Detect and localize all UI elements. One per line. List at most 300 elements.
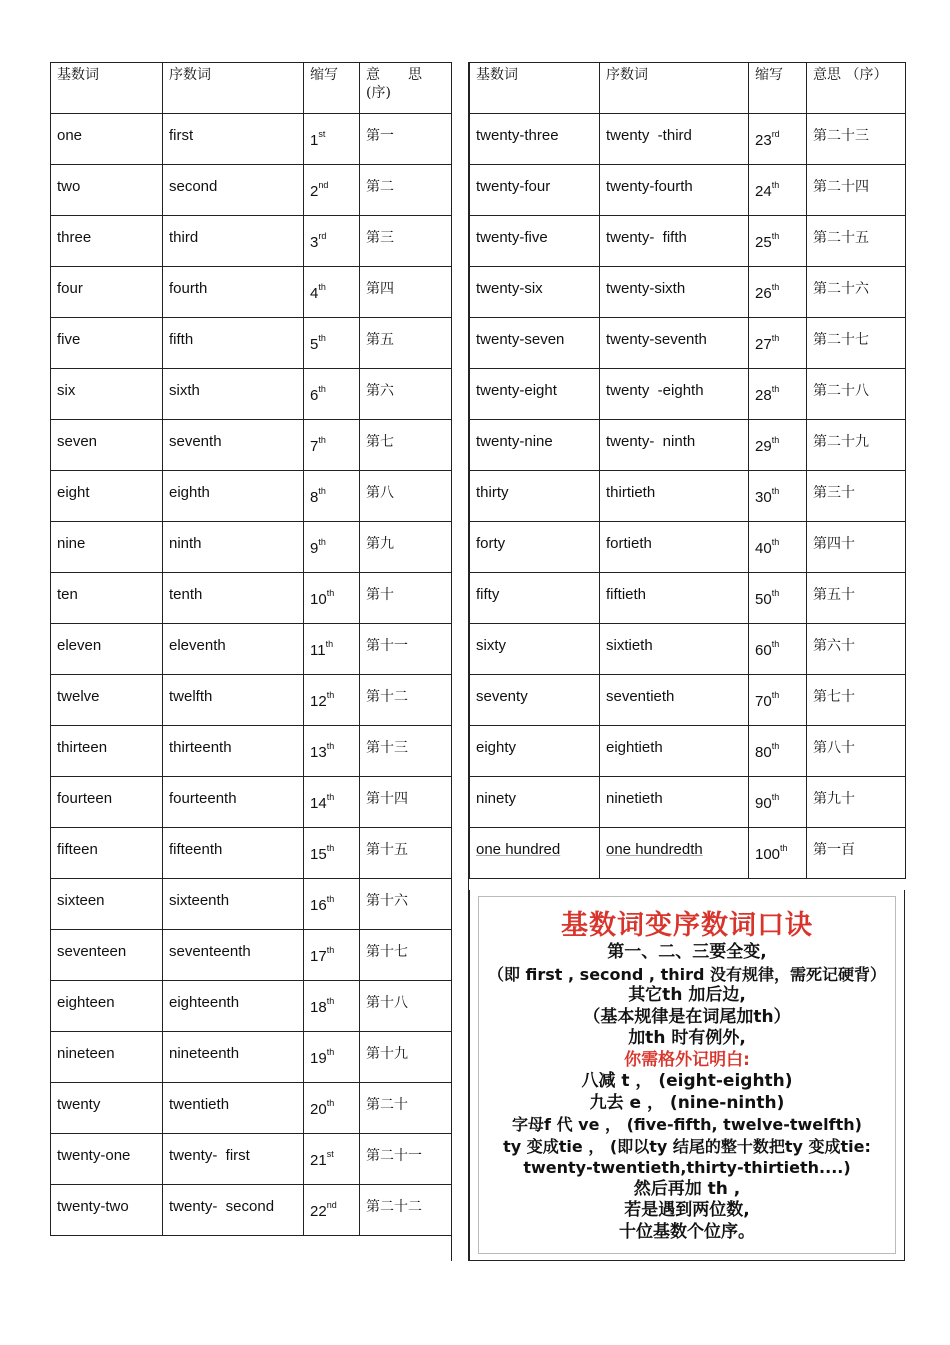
abbr-number: 5: [310, 336, 319, 353]
ordinal-text: sixteenth: [169, 892, 230, 909]
cardinal-text: five: [57, 331, 81, 348]
abbr-text: [749, 573, 806, 609]
left-header-row: [51, 63, 452, 114]
cardinal-text: ten: [57, 586, 78, 603]
meaning-cell: [807, 369, 906, 420]
abbr-text: [304, 369, 359, 405]
cardinal-cell: [51, 777, 163, 828]
abbr-text: [304, 777, 359, 813]
abbr-number: 21: [310, 1152, 327, 1169]
abbr-number: 22: [310, 1203, 327, 1220]
meaning-cell: [360, 726, 452, 777]
abbr-cell: [304, 828, 360, 879]
table-row: [51, 828, 452, 879]
abbr-cell: [304, 216, 360, 267]
meaning-text: 第十二: [366, 689, 408, 705]
ordinal-text: twenty- second: [169, 1198, 275, 1215]
ordinal-cell: [163, 1185, 304, 1236]
abbr-number: 27: [755, 336, 772, 353]
abbr-number: 2: [310, 183, 319, 200]
abbr-cell: [304, 777, 360, 828]
meaning-text: 第二: [366, 179, 394, 195]
ordinal-text: twenty- ninth: [606, 433, 696, 450]
left-table: [50, 62, 452, 1236]
abbr-suffix: nd: [326, 1200, 337, 1210]
header-meaning: 意 思(序): [360, 63, 452, 114]
header-ordinal: 序数词: [600, 63, 749, 114]
meaning-cell: [807, 726, 906, 777]
abbr-text: [304, 471, 359, 507]
meaning-text: 第十七: [366, 944, 408, 960]
mnemonic-line: 十位基数个位序。: [619, 1221, 755, 1242]
abbr-cell: [304, 420, 360, 471]
meaning-text: 第十八: [366, 995, 408, 1011]
cardinal-cell: [470, 777, 600, 828]
cardinal-cell: [51, 675, 163, 726]
ordinal-cell: [163, 573, 304, 624]
table-row: [470, 573, 906, 624]
abbr-suffix: th: [326, 996, 335, 1006]
abbr-number: 16: [310, 897, 327, 914]
meaning-cell: [807, 216, 906, 267]
abbr-suffix: th: [326, 894, 335, 904]
cardinal-text: one hundred: [476, 841, 561, 858]
cardinal-text: thirty: [476, 484, 509, 501]
meaning-text: 第二十: [366, 1097, 408, 1113]
abbr-suffix: th: [326, 588, 335, 598]
abbr-cell: [749, 165, 807, 216]
cardinal-cell: [470, 165, 600, 216]
abbr-text: [304, 675, 359, 711]
abbr-cell: [304, 1185, 360, 1236]
ordinal-cell: [600, 828, 749, 879]
header-cardinal: 基数词: [470, 63, 600, 114]
meaning-text: 第八十: [813, 740, 855, 756]
ordinal-cell: [163, 1032, 304, 1083]
abbr-cell: [304, 930, 360, 981]
abbr-text: [749, 522, 806, 558]
ordinal-text: eightieth: [606, 739, 663, 756]
cardinal-cell: [470, 675, 600, 726]
abbr-text: [304, 624, 359, 660]
meaning-text: 第二十六: [813, 281, 869, 297]
meaning-text: 第二十一: [366, 1148, 422, 1164]
abbr-text: [749, 267, 806, 303]
abbr-suffix: th: [325, 639, 334, 649]
meaning-text: 第九: [366, 536, 394, 552]
table-row: [470, 267, 906, 318]
abbr-text: [749, 675, 806, 711]
ordinal-cell: [600, 420, 749, 471]
abbr-number: 25: [755, 234, 772, 251]
table-row: [51, 1134, 452, 1185]
cardinal-cell: [51, 420, 163, 471]
ordinal-text: twenty-seventh: [606, 331, 707, 348]
cardinal-cell: [470, 267, 600, 318]
abbr-suffix: th: [326, 843, 335, 853]
abbr-suffix: th: [326, 1047, 335, 1057]
cardinal-cell: [51, 1032, 163, 1083]
abbr-text: [304, 420, 359, 456]
abbr-suffix: th: [326, 945, 335, 955]
cardinal-text: twenty-five: [476, 229, 548, 246]
cardinal-text: thirteen: [57, 739, 108, 756]
abbr-text: [304, 1083, 359, 1119]
mnemonic-line: （即 first , second , third 没有规律，需死记硬背）: [487, 964, 887, 984]
ordinal-cell: [163, 267, 304, 318]
cardinal-text: fifteen: [57, 841, 98, 858]
abbr-suffix: th: [318, 537, 326, 547]
mnemonic-line: 加th 时有例外,: [628, 1028, 746, 1048]
cardinal-text: twenty-two: [57, 1198, 129, 1215]
mnemonic-line: 若是遇到两位数,: [624, 1200, 750, 1220]
ordinal-cell: [600, 216, 749, 267]
ordinal-text: seventieth: [606, 688, 675, 705]
cardinal-text: twenty: [57, 1096, 101, 1113]
ordinal-text: third: [169, 229, 199, 246]
ordinal-text: sixtieth: [606, 637, 653, 654]
abbr-number: 9: [310, 540, 319, 557]
cardinal-cell: [51, 216, 163, 267]
column-gap: [451, 62, 469, 1261]
ordinal-text: twelfth: [169, 688, 213, 705]
abbr-number: 100: [755, 846, 781, 863]
abbr-text: [749, 777, 806, 813]
abbr-cell: [304, 624, 360, 675]
abbr-cell: [304, 369, 360, 420]
cardinal-cell: [470, 522, 600, 573]
cardinal-text: fourteen: [57, 790, 113, 807]
table-row: [51, 981, 452, 1032]
mnemonic-line: 然后再加 th ,: [633, 1178, 741, 1199]
abbr-text: [304, 981, 359, 1017]
abbr-number: 7: [310, 438, 319, 455]
abbr-cell: [749, 114, 807, 165]
mnemonic-image: [478, 896, 896, 1254]
meaning-text: 第二十九: [813, 434, 869, 450]
mnemonic-line: 第一、二、三要全变,: [607, 942, 767, 962]
abbr-suffix: th: [771, 333, 780, 343]
table-row: [470, 726, 906, 777]
abbr-cell: [749, 624, 807, 675]
cardinal-cell: [51, 879, 163, 930]
abbr-text: [304, 114, 359, 150]
abbr-cell: [749, 675, 807, 726]
ordinal-text: eighteenth: [169, 994, 240, 1011]
header-ordinal: 序数词: [163, 63, 304, 114]
table-row: [51, 318, 452, 369]
meaning-text: 第六: [366, 383, 394, 399]
ordinal-text: sixth: [169, 382, 200, 399]
ordinal-cell: [163, 624, 304, 675]
meaning-text: 第二十五: [813, 230, 869, 246]
cardinal-text: eighteen: [57, 994, 115, 1011]
table-row: [51, 573, 452, 624]
table-row: [470, 114, 906, 165]
meaning-cell: [807, 573, 906, 624]
abbr-number: 26: [755, 285, 772, 302]
meaning-cell: [360, 1032, 452, 1083]
abbr-suffix: rd: [771, 129, 780, 139]
meaning-cell: [807, 675, 906, 726]
meaning-text: 第四: [366, 281, 394, 297]
table-row: [51, 369, 452, 420]
ordinal-text: fifth: [169, 331, 194, 348]
abbr-number: 15: [310, 846, 327, 863]
meaning-text: 第十六: [366, 893, 408, 909]
table-row: [51, 1032, 452, 1083]
table-row: [51, 675, 452, 726]
ordinal-text: thirteenth: [169, 739, 232, 756]
abbr-text: [749, 624, 806, 660]
abbr-cell: [304, 267, 360, 318]
ordinal-text: fortieth: [606, 535, 652, 552]
abbr-suffix: st: [326, 1149, 334, 1159]
abbr-text: [304, 930, 359, 966]
abbr-number: 4: [310, 285, 319, 302]
ordinal-text: thirtieth: [606, 484, 656, 501]
cardinal-cell: [470, 318, 600, 369]
mnemonic-line: ty 变成tie ， (即以ty 结尾的整十数把ty 变成tie:: [503, 1136, 871, 1156]
mnemonic-panel: [469, 890, 905, 1261]
meaning-cell: [360, 420, 452, 471]
cardinal-text: nineteen: [57, 1045, 115, 1062]
table-row: [51, 114, 452, 165]
abbr-suffix: th: [771, 486, 780, 496]
mnemonic-lines: [479, 942, 895, 1243]
ordinal-cell: [163, 471, 304, 522]
abbr-suffix: th: [318, 333, 326, 343]
mnemonic-line: （基本规律是在词尾加th）: [583, 1006, 791, 1027]
abbr-suffix: th: [771, 282, 780, 292]
abbr-cell: [749, 420, 807, 471]
ordinal-text: eleventh: [169, 637, 226, 654]
ordinal-text: nineteenth: [169, 1045, 240, 1062]
ordinal-cell: [163, 165, 304, 216]
table-row: [470, 318, 906, 369]
cardinal-text: three: [57, 229, 92, 246]
ordinal-text: ninetieth: [606, 790, 663, 807]
cardinal-text: one: [57, 127, 83, 144]
abbr-cell: [304, 1083, 360, 1134]
table-row: [51, 267, 452, 318]
ordinal-cell: [163, 216, 304, 267]
ordinal-cell: [600, 165, 749, 216]
abbr-cell: [304, 318, 360, 369]
abbr-cell: [304, 573, 360, 624]
ordinal-cell: [163, 777, 304, 828]
cardinal-cell: [51, 573, 163, 624]
ordinal-cell: [600, 267, 749, 318]
cardinal-cell: [470, 471, 600, 522]
abbr-number: 29: [755, 438, 772, 455]
meaning-text: 第五十: [813, 587, 855, 603]
mnemonic-line: 其它th 加后边,: [628, 985, 746, 1005]
cardinal-text: eleven: [57, 637, 102, 654]
table-row: [51, 522, 452, 573]
mnemonic-line: 九去 e ， (nine-ninth): [589, 1092, 785, 1113]
cardinal-text: twenty-eight: [476, 382, 557, 399]
abbr-text: [749, 165, 806, 201]
abbr-cell: [304, 165, 360, 216]
table-row: [470, 828, 906, 879]
meaning-cell: [360, 879, 452, 930]
table-row: [470, 216, 906, 267]
meaning-text: 第二十二: [366, 1199, 422, 1215]
abbr-suffix: th: [771, 180, 780, 190]
right-table: [469, 62, 906, 879]
table-row: [51, 879, 452, 930]
ordinal-cell: [163, 726, 304, 777]
ordinal-cell: [163, 522, 304, 573]
ordinal-cell: [163, 879, 304, 930]
cardinal-text: sixteen: [57, 892, 105, 909]
ordinal-text: eighth: [169, 484, 210, 501]
mnemonic-line: twenty-twentieth,thirty-thirtieth....): [523, 1158, 851, 1177]
abbr-suffix: th: [771, 537, 780, 547]
abbr-suffix: th: [326, 690, 335, 700]
ordinal-cell: [163, 114, 304, 165]
meaning-text: 第二十八: [813, 383, 869, 399]
table-row: [51, 1083, 452, 1134]
cardinal-cell: [51, 981, 163, 1032]
ordinal-cell: [600, 318, 749, 369]
meaning-cell: [807, 165, 906, 216]
meaning-text: 第三十: [813, 485, 855, 501]
cardinal-cell: [51, 624, 163, 675]
table-row: [51, 165, 452, 216]
cardinal-cell: [51, 522, 163, 573]
abbr-suffix: th: [326, 1098, 335, 1108]
ordinal-cell: [600, 471, 749, 522]
header-meaning: 意思 （序）: [807, 63, 906, 114]
ordinal-text: twenty- first: [169, 1147, 250, 1164]
meaning-text: 第二十四: [813, 179, 869, 195]
table-row: [51, 624, 452, 675]
ordinal-text: seventh: [169, 433, 222, 450]
meaning-text: 第四十: [813, 536, 855, 552]
meaning-cell: [360, 318, 452, 369]
abbr-suffix: th: [326, 792, 335, 802]
cardinal-text: twenty-nine: [476, 433, 553, 450]
cardinal-text: twelve: [57, 688, 100, 705]
abbr-text: [304, 879, 359, 915]
ordinal-text: tenth: [169, 586, 203, 603]
meaning-cell: [807, 777, 906, 828]
ordinal-cell: [600, 369, 749, 420]
abbr-cell: [304, 675, 360, 726]
abbr-suffix: th: [771, 741, 780, 751]
meaning-text: 第十九: [366, 1046, 408, 1062]
abbr-number: 90: [755, 795, 772, 812]
cardinal-cell: [470, 114, 600, 165]
ordinal-text: fiftieth: [606, 586, 647, 603]
abbr-number: 30: [755, 489, 772, 506]
ordinal-cell: [600, 522, 749, 573]
cardinal-text: eight: [57, 484, 90, 501]
mnemonic-line: 字母f 代 ve ， (five-fifth, twelve-twelfth): [512, 1115, 862, 1134]
meaning-cell: [807, 318, 906, 369]
cardinal-cell: [51, 1083, 163, 1134]
abbr-suffix: th: [318, 486, 326, 496]
abbr-text: [749, 216, 806, 252]
abbr-number: 11: [310, 642, 326, 659]
abbr-cell: [749, 522, 807, 573]
cardinal-text: twenty-four: [476, 178, 551, 195]
cardinal-text: twenty-six: [476, 280, 543, 297]
meaning-cell: [360, 1083, 452, 1134]
abbr-number: 70: [755, 693, 772, 710]
ordinal-text: seventeenth: [169, 943, 251, 960]
abbr-number: 28: [755, 387, 772, 404]
meaning-cell: [807, 828, 906, 879]
meaning-cell: [360, 573, 452, 624]
ordinal-text: twenty-sixth: [606, 280, 686, 297]
abbr-text: [304, 1185, 359, 1221]
table-row: [51, 726, 452, 777]
abbr-suffix: th: [771, 384, 780, 394]
abbr-suffix: th: [771, 231, 780, 241]
abbr-text: [749, 114, 806, 150]
abbr-text: [304, 726, 359, 762]
meaning-text: 第十四: [366, 791, 408, 807]
cardinal-cell: [470, 420, 600, 471]
abbr-text: [304, 828, 359, 864]
meaning-cell: [360, 930, 452, 981]
cardinal-cell: [51, 318, 163, 369]
meaning-cell: [807, 471, 906, 522]
table-row: [470, 675, 906, 726]
abbr-suffix: th: [326, 741, 335, 751]
header-abbr: 缩写: [749, 63, 807, 114]
table-row: [470, 471, 906, 522]
meaning-text: 第二十三: [813, 128, 869, 144]
abbr-number: 1: [310, 132, 319, 149]
table-row: [51, 930, 452, 981]
meaning-text: 第六十: [813, 638, 855, 654]
abbr-number: 17: [310, 948, 327, 965]
abbr-text: [304, 522, 359, 558]
abbr-text: [304, 1032, 359, 1068]
abbr-cell: [749, 777, 807, 828]
ordinal-cell: [163, 318, 304, 369]
ordinal-text: twenty- fifth: [606, 229, 687, 246]
abbr-text: [749, 726, 806, 762]
abbr-text: [304, 216, 359, 252]
ordinal-cell: [163, 420, 304, 471]
meaning-cell: [360, 624, 452, 675]
ordinal-cell: [600, 675, 749, 726]
table-row: [51, 420, 452, 471]
abbr-number: 20: [310, 1101, 327, 1118]
meaning-cell: [807, 420, 906, 471]
ordinal-cell: [600, 624, 749, 675]
cardinal-cell: [470, 624, 600, 675]
table-row: [470, 165, 906, 216]
ordinal-text: fourth: [169, 280, 208, 297]
abbr-text: [749, 369, 806, 405]
header-abbr: 缩写: [304, 63, 360, 114]
cardinal-cell: [51, 1185, 163, 1236]
table-row: [51, 216, 452, 267]
cardinal-text: ninety: [476, 790, 517, 807]
abbr-number: 10: [310, 591, 327, 608]
ordinal-cell: [600, 114, 749, 165]
meaning-text: 第二十七: [813, 332, 869, 348]
cardinal-text: six: [57, 382, 76, 399]
cardinal-text: eighty: [476, 739, 517, 756]
abbr-text: [304, 573, 359, 609]
